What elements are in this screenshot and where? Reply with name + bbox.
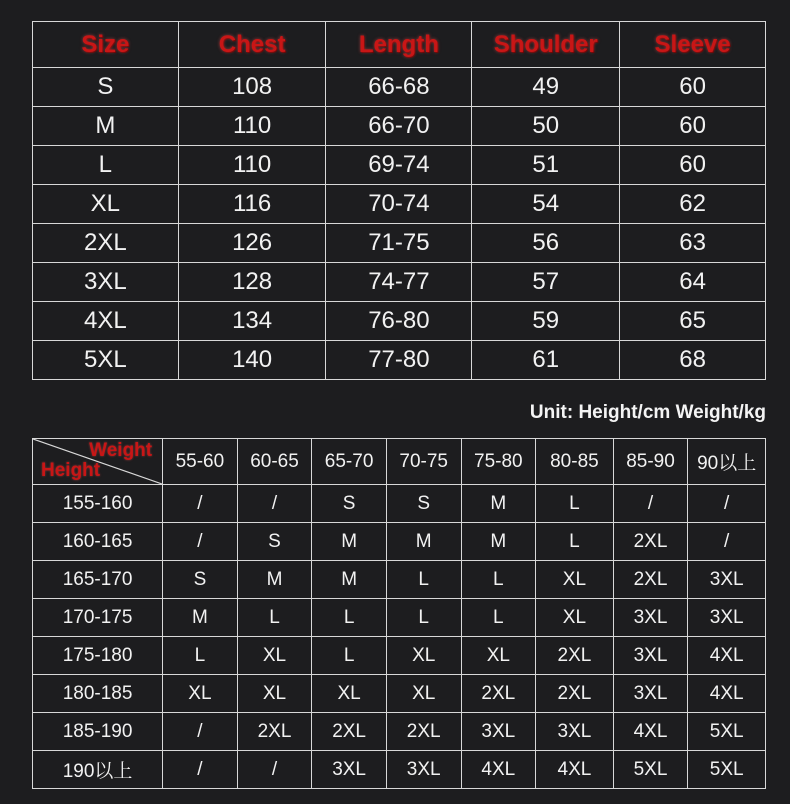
weight-range-header: 75-80 — [461, 439, 536, 485]
fit-chart-row — [33, 675, 766, 713]
size-header: Size — [33, 22, 179, 68]
recommended-size-cell: L — [163, 637, 238, 675]
weight-range-header: 85-90 — [613, 439, 688, 485]
size-chart-header-row — [33, 22, 766, 68]
recommended-size-cell: M — [237, 561, 312, 599]
length-cell: 76-80 — [326, 302, 472, 341]
fit-chart-row — [33, 751, 766, 789]
chest-cell: 108 — [178, 68, 326, 107]
recommended-size-cell: M — [386, 523, 461, 561]
shoulder-cell: 59 — [472, 302, 620, 341]
recommended-size-cell: 3XL — [688, 561, 766, 599]
length-cell: 77-80 — [326, 341, 472, 380]
recommended-size-cell: XL — [163, 675, 238, 713]
chest-cell: 126 — [178, 224, 326, 263]
height-range-cell: 180-185 — [33, 675, 163, 713]
length-cell: 66-70 — [326, 107, 472, 146]
fit-chart-row — [33, 523, 766, 561]
recommended-size-cell: L — [461, 599, 536, 637]
recommended-size-cell: L — [536, 485, 614, 523]
recommended-size-cell: S — [312, 485, 387, 523]
length-cell: 66-68 — [326, 68, 472, 107]
recommended-size-cell: 2XL — [386, 713, 461, 751]
sleeve-cell: 60 — [620, 146, 766, 185]
recommended-size-cell: / — [688, 523, 766, 561]
recommended-size-cell: / — [237, 751, 312, 789]
size-chart-row — [33, 224, 766, 263]
recommended-size-cell: / — [163, 751, 238, 789]
weight-range-header: 65-70 — [312, 439, 387, 485]
unit-label: Unit: Height/cm Weight/kg — [529, 402, 766, 423]
recommended-size-cell: 4XL — [461, 751, 536, 789]
recommended-size-cell: XL — [237, 637, 312, 675]
recommended-size-cell: 2XL — [613, 523, 688, 561]
height-range-cell: 190以上 — [33, 751, 163, 789]
recommended-size-cell: S — [163, 561, 238, 599]
chest-header: Chest — [178, 22, 326, 68]
recommended-size-cell: / — [688, 485, 766, 523]
recommended-size-cell: L — [536, 523, 614, 561]
shoulder-cell: 57 — [472, 263, 620, 302]
weight-range-header: 90以上 — [688, 439, 766, 485]
height-range-cell: 160-165 — [33, 523, 163, 561]
sleeve-cell: 65 — [620, 302, 766, 341]
recommended-size-cell: / — [163, 713, 238, 751]
recommended-size-cell: 4XL — [688, 637, 766, 675]
recommended-size-cell: L — [312, 599, 387, 637]
recommended-size-cell: 3XL — [312, 751, 387, 789]
weight-range-header: 60-65 — [237, 439, 312, 485]
size-chart-row — [33, 302, 766, 341]
size-chart-row — [33, 107, 766, 146]
size-chart-row — [33, 185, 766, 224]
size-chart-row — [33, 263, 766, 302]
recommended-size-cell: XL — [386, 675, 461, 713]
shoulder-header: Shoulder — [472, 22, 620, 68]
sleeve-cell: 63 — [620, 224, 766, 263]
recommended-size-cell: 2XL — [237, 713, 312, 751]
shoulder-cell: 56 — [472, 224, 620, 263]
height-range-cell: 155-160 — [33, 485, 163, 523]
recommended-size-cell: 4XL — [613, 713, 688, 751]
recommended-size-cell: XL — [536, 599, 614, 637]
fit-chart-row — [33, 561, 766, 599]
length-cell: 70-74 — [326, 185, 472, 224]
chest-cell: 110 — [178, 146, 326, 185]
weight-range-header: 55-60 — [163, 439, 238, 485]
recommended-size-cell: 5XL — [688, 713, 766, 751]
weight-range-header: 80-85 — [536, 439, 614, 485]
recommended-size-cell: 3XL — [688, 599, 766, 637]
recommended-size-cell: L — [461, 561, 536, 599]
size-cell: 4XL — [33, 302, 179, 341]
fit-chart-row — [33, 599, 766, 637]
recommended-size-cell: 3XL — [613, 675, 688, 713]
length-cell: 71-75 — [326, 224, 472, 263]
recommended-size-cell: L — [386, 599, 461, 637]
weight-axis-label: Weight — [89, 440, 153, 461]
recommended-size-cell: 2XL — [461, 675, 536, 713]
fit-chart-header-row — [33, 439, 766, 485]
chest-cell: 110 — [178, 107, 326, 146]
size-cell: XL — [33, 185, 179, 224]
recommended-size-cell: M — [312, 523, 387, 561]
size-cell: 5XL — [33, 341, 179, 380]
fit-chart-row — [33, 485, 766, 523]
sleeve-cell: 64 — [620, 263, 766, 302]
size-cell: M — [33, 107, 179, 146]
recommended-size-cell: XL — [461, 637, 536, 675]
recommended-size-cell: M — [461, 485, 536, 523]
recommended-size-cell: 2XL — [613, 561, 688, 599]
shoulder-cell: 54 — [472, 185, 620, 224]
recommended-size-cell: 2XL — [536, 675, 614, 713]
recommended-size-cell: / — [163, 523, 238, 561]
recommended-size-cell: XL — [386, 637, 461, 675]
length-header: Length — [326, 22, 472, 68]
recommended-size-cell: 3XL — [536, 713, 614, 751]
chest-cell: 140 — [178, 341, 326, 380]
corner-cell — [33, 439, 163, 485]
size-chart-row — [33, 341, 766, 380]
height-axis-label: Height — [41, 460, 101, 481]
recommended-size-cell: 4XL — [688, 675, 766, 713]
size-cell: 3XL — [33, 263, 179, 302]
recommended-size-cell: XL — [237, 675, 312, 713]
size-chart-row — [33, 68, 766, 107]
height-range-cell: 185-190 — [33, 713, 163, 751]
recommended-size-cell: M — [312, 561, 387, 599]
sleeve-cell: 62 — [620, 185, 766, 224]
recommended-size-cell: S — [386, 485, 461, 523]
recommended-size-cell: / — [163, 485, 238, 523]
recommended-size-cell: M — [163, 599, 238, 637]
size-chart-row — [33, 146, 766, 185]
shoulder-cell: 50 — [472, 107, 620, 146]
height-range-cell: 165-170 — [33, 561, 163, 599]
recommended-size-cell: M — [461, 523, 536, 561]
shoulder-cell: 51 — [472, 146, 620, 185]
recommended-size-cell: 5XL — [688, 751, 766, 789]
size-cell: S — [33, 68, 179, 107]
recommended-size-cell: / — [237, 485, 312, 523]
length-cell: 74-77 — [326, 263, 472, 302]
size-cell: L — [33, 146, 179, 185]
recommended-size-cell: 3XL — [461, 713, 536, 751]
recommended-size-cell: 3XL — [613, 637, 688, 675]
sleeve-header: Sleeve — [620, 22, 766, 68]
shoulder-cell: 49 — [472, 68, 620, 107]
recommended-size-cell: 3XL — [613, 599, 688, 637]
recommended-size-cell: / — [613, 485, 688, 523]
chest-cell: 134 — [178, 302, 326, 341]
chest-cell: 116 — [178, 185, 326, 224]
recommended-size-cell: XL — [536, 561, 614, 599]
recommended-size-cell: S — [237, 523, 312, 561]
size-cell: 2XL — [33, 224, 179, 263]
recommended-size-cell: XL — [312, 675, 387, 713]
height-weight-fit-table — [32, 438, 766, 789]
sleeve-cell: 60 — [620, 68, 766, 107]
weight-range-header: 70-75 — [386, 439, 461, 485]
sleeve-cell: 68 — [620, 341, 766, 380]
recommended-size-cell: 2XL — [312, 713, 387, 751]
size-chart-table — [32, 21, 766, 380]
chest-cell: 128 — [178, 263, 326, 302]
recommended-size-cell: 4XL — [536, 751, 614, 789]
recommended-size-cell: 5XL — [613, 751, 688, 789]
recommended-size-cell: L — [386, 561, 461, 599]
fit-chart-row — [33, 637, 766, 675]
recommended-size-cell: L — [312, 637, 387, 675]
length-cell: 69-74 — [326, 146, 472, 185]
height-range-cell: 175-180 — [33, 637, 163, 675]
recommended-size-cell: 2XL — [536, 637, 614, 675]
fit-chart-row — [33, 713, 766, 751]
height-range-cell: 170-175 — [33, 599, 163, 637]
shoulder-cell: 61 — [472, 341, 620, 380]
recommended-size-cell: L — [237, 599, 312, 637]
recommended-size-cell: 3XL — [386, 751, 461, 789]
sleeve-cell: 60 — [620, 107, 766, 146]
